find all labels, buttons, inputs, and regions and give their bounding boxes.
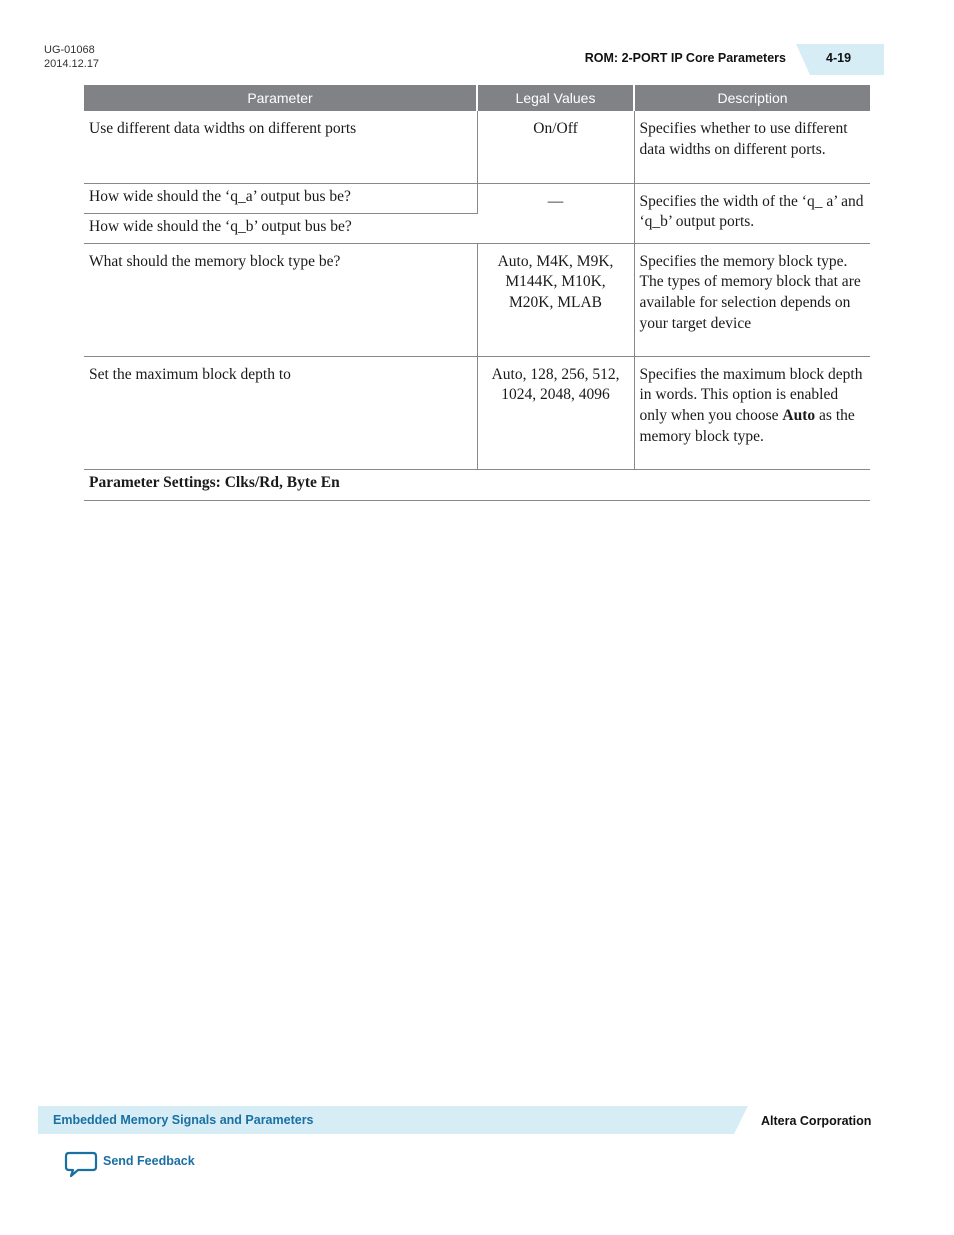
- footer-company: Altera Corporation: [761, 1114, 872, 1128]
- parameter-cell: Set the maximum block depth to: [84, 356, 477, 469]
- parameter-cell: How wide should the ‘q_a’ output bus be?: [84, 183, 477, 213]
- table-section-row: [84, 469, 870, 500]
- parameter-cell: Use different data widths on different ports: [84, 111, 477, 183]
- description-cell: Specifies the memory block type. The types of memory block that are available for selection depends on your target device: [634, 243, 870, 356]
- column-header-parameter: Parameter: [84, 85, 477, 111]
- description-emphasis: Auto: [782, 406, 816, 424]
- description-cell: Specifies the width of the ‘q_ a’ and ‘q_b’ output ports.: [634, 183, 870, 243]
- description-cell: [634, 356, 870, 469]
- column-header-legal-values: Legal Values: [477, 85, 634, 111]
- speech-bubble-icon[interactable]: [64, 1150, 98, 1178]
- column-header-description: Description: [634, 85, 870, 111]
- section-row-label: Parameter Settings: Clks/Rd, Byte En: [84, 469, 870, 500]
- footer-chapter-link[interactable]: Embedded Memory Signals and Parameters: [53, 1113, 314, 1127]
- send-feedback-link[interactable]: Send Feedback: [103, 1154, 195, 1168]
- document-id: UG-01068: [44, 44, 95, 56]
- parameter-cell: How wide should the ‘q_b’ output bus be?: [84, 213, 477, 243]
- legal-values-cell: Auto, M4K, M9K, M144K, M10K, M20K, MLAB: [477, 243, 634, 356]
- table-row: [84, 183, 870, 213]
- description-cell: Specifies whether to use different data widths on different ports.: [634, 111, 870, 183]
- table-row: [84, 111, 870, 183]
- legal-values-cell: —: [477, 183, 634, 243]
- description-text: Specifies the maximum block depth in words. This option is enabled only when you choose: [639, 365, 863, 424]
- legal-values-cell: On/Off: [477, 111, 634, 183]
- parameters-table: [84, 85, 870, 501]
- table-header-row: [84, 85, 870, 111]
- parameter-cell: What should the memory block type be?: [84, 243, 477, 356]
- legal-values-cell: Auto, 128, 256, 512, 1024, 2048, 4096: [477, 356, 634, 469]
- document-date: 2014.12.17: [44, 58, 100, 70]
- table-row: [84, 243, 870, 356]
- section-title: ROM: 2-PORT IP Core Parameters: [584, 51, 786, 65]
- page-number: 4-19: [826, 51, 852, 65]
- description-text: as the memory block type.: [639, 406, 855, 445]
- table-row: [84, 356, 870, 469]
- document-id-block: [44, 43, 99, 71]
